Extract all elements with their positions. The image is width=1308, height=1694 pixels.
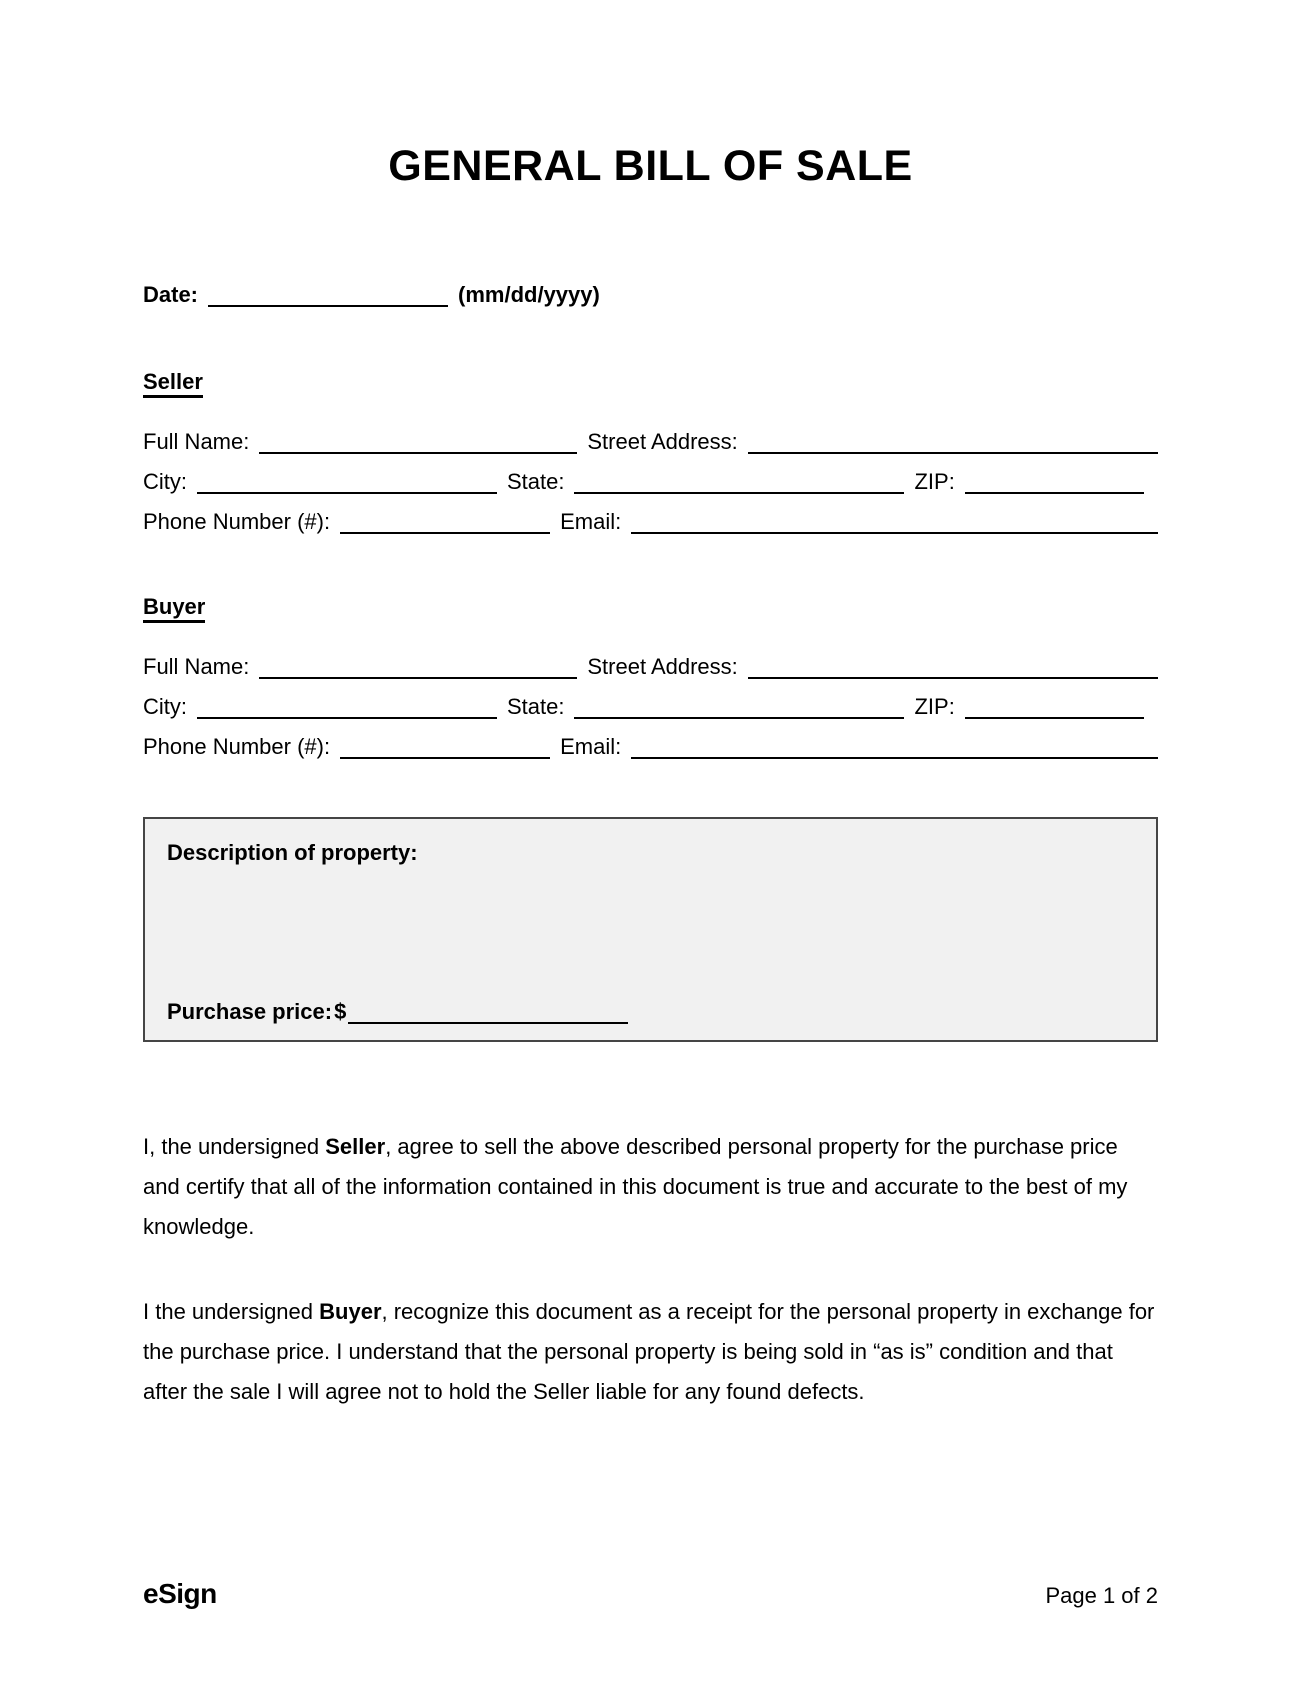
buyer-street-address-line[interactable] — [748, 655, 1158, 679]
date-input-line[interactable] — [208, 283, 448, 307]
seller-street-address-label: Street Address: — [587, 429, 738, 454]
date-label: Date: — [143, 282, 199, 307]
seller-phone-line[interactable] — [340, 510, 550, 534]
buyer-zip-line[interactable] — [965, 695, 1144, 719]
seller-email-label: Email: — [560, 509, 622, 534]
buyer-state-label: State: — [507, 694, 565, 719]
buyer-full-name-label: Full Name: — [143, 654, 250, 679]
buyer-email-label: Email: — [560, 734, 622, 759]
seller-phone-label: Phone Number (#): — [143, 509, 331, 534]
seller-row-name-address — [143, 428, 1158, 454]
seller-section — [143, 369, 1158, 534]
date-format-hint: (mm/dd/yyyy) — [458, 282, 600, 307]
buyer-city-label: City: — [143, 694, 187, 719]
seller-full-name-line[interactable] — [259, 430, 577, 454]
seller-email-line[interactable] — [631, 510, 1158, 534]
seller-heading: Seller — [143, 369, 1158, 398]
buyer-street-address-label: Street Address: — [587, 654, 738, 679]
date-row — [143, 281, 1158, 307]
buyer-section — [143, 594, 1158, 759]
page-title: GENERAL BILL OF SALE — [388, 142, 913, 190]
seller-state-label: State: — [507, 469, 565, 494]
seller-zip-label: ZIP: — [914, 469, 955, 494]
buyer-city-line[interactable] — [197, 695, 497, 719]
buyer-term: Buyer — [319, 1299, 382, 1324]
currency-symbol: $ — [334, 999, 347, 1024]
page-number: Page 1 of 2 — [1045, 1583, 1158, 1608]
property-description-box — [143, 817, 1158, 1042]
seller-state-line[interactable] — [574, 470, 904, 494]
seller-row-city-state-zip — [143, 468, 1158, 494]
buyer-phone-line[interactable] — [340, 735, 550, 759]
purchase-price-line[interactable] — [348, 1000, 628, 1024]
purchase-price-row — [167, 1000, 1136, 1024]
seller-street-address-line[interactable] — [748, 430, 1158, 454]
buyer-zip-label: ZIP: — [914, 694, 955, 719]
seller-full-name-label: Full Name: — [143, 429, 250, 454]
seller-row-phone-email — [143, 508, 1158, 534]
buyer-full-name-line[interactable] — [259, 655, 577, 679]
seller-agreement-paragraph: I, the undersigned Seller, agree to sell the above described personal property for the purchase price and certify that all of the information contained in this document is true and accurate to the best of my knowledge. — [143, 1134, 1128, 1239]
seller-city-label: City: — [143, 469, 187, 494]
buyer-heading: Buyer — [143, 594, 1158, 623]
seller-city-line[interactable] — [197, 470, 497, 494]
seller-term: Seller — [325, 1134, 386, 1159]
seller-zip-line[interactable] — [965, 470, 1144, 494]
property-description-input[interactable] — [167, 866, 1136, 936]
buyer-row-city-state-zip — [143, 693, 1158, 719]
buyer-row-phone-email — [143, 733, 1158, 759]
buyer-state-line[interactable] — [574, 695, 904, 719]
buyer-agreement-paragraph: I the undersigned Buyer, recognize this document as a receipt for the personal property in exchange for the purchase price. I understand that the personal property is being sold in “as is” condition and that after the sale I will agree not to hold the Seller liable for any found defects. — [143, 1299, 1155, 1404]
property-description-label: Description of property: — [167, 840, 418, 865]
buyer-email-line[interactable] — [631, 735, 1158, 759]
buyer-phone-label: Phone Number (#): — [143, 734, 331, 759]
page-footer — [143, 1578, 1158, 1610]
purchase-price-label: Purchase price: — [167, 999, 333, 1024]
esign-logo: eSign — [143, 1578, 217, 1609]
buyer-row-name-address — [143, 653, 1158, 679]
